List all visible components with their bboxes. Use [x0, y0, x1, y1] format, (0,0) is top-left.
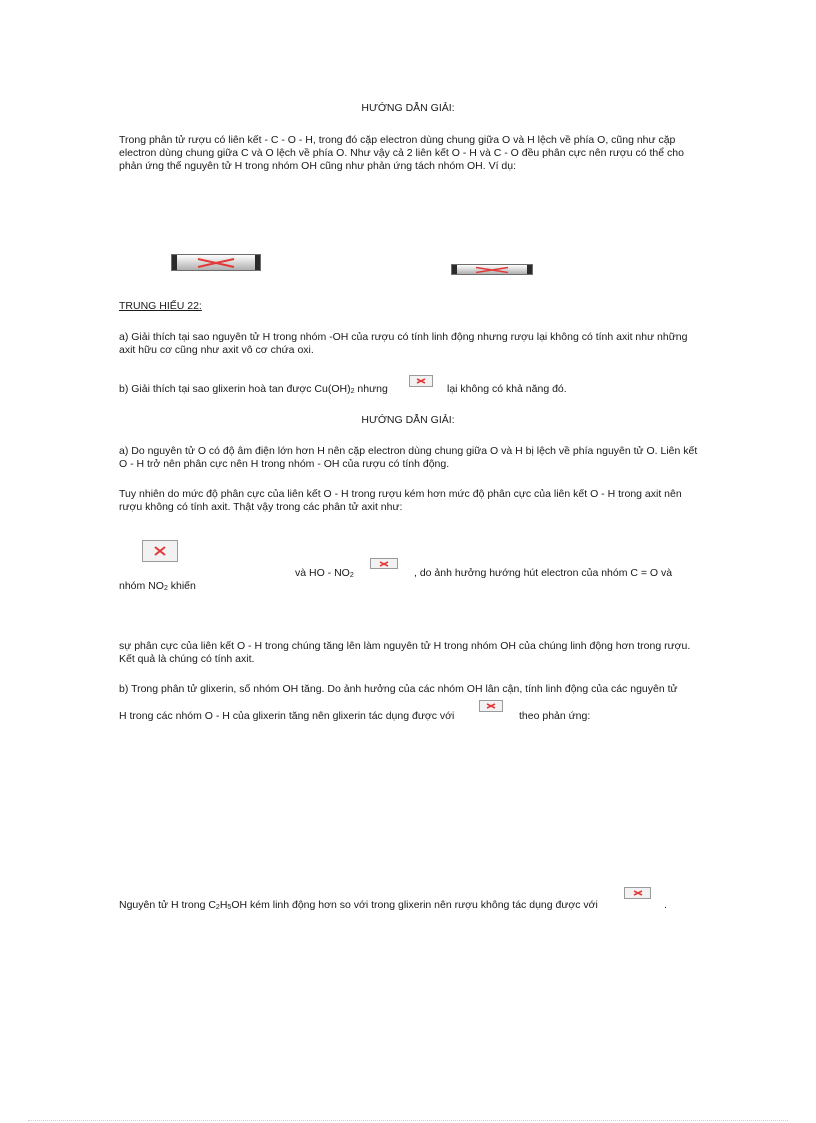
acid-and-hno2: và HO - $NO_2$ — [295, 567, 354, 579]
section-title: TRUNG HIẾU 22: — [119, 300, 202, 312]
final-period: . — [664, 899, 667, 911]
acid-line2: nhóm $NO_2$ khiến — [119, 580, 196, 592]
answer-a3: sự phân cực của liên kết O - H trong chúng tăng lên làm nguyên tử H trong nhóm OH của chúng linh động hơn trong rượu. Kết quả là chúng có tính axit. — [119, 640, 691, 665]
answer-b1: b) Trong phân tử glixerin, số nhóm OH tăng. Do ảnh hưởng của các nhóm OH lân cận, tính linh động của các nguyên tử — [119, 683, 678, 695]
question-a: a) Giải thích tại sao nguyên tử H trong nhóm -OH của rượu có tính linh động nhưng rượu lại không có tính axit như những axit hữu cơ cũng như axit vô cơ chứa oxi. — [119, 331, 688, 356]
broken-image-icon — [486, 703, 496, 709]
question-b-after: lại không có khả năng đó. — [447, 383, 567, 395]
answer-a1: a) Do nguyên tử O có độ âm điện lớn hơn H nên cặp electron dùng chung giữa O và H bị lệch về phía nguyên tử O. Liên kết O - H trở nên phân cực nên H trong nhóm - OH của rượu có tính động. — [119, 445, 698, 470]
heading-huong-dan-giai-1: HƯỚNG DẪN GIẢI: — [361, 102, 455, 114]
final-line: Nguyên tử H trong $C_2H_5OH$ kém linh động hơn so với trong glixerin nên rượu không tác dụng được với — [119, 899, 598, 911]
broken-image-icon — [633, 890, 643, 896]
answer-b2-tail: theo phản ứng: — [519, 710, 591, 722]
acid-tail: , do ảnh hưởng hướng hút electron của nhóm C = O và — [414, 567, 673, 579]
answer-b2: H trong các nhóm O - H của glixerin tăng nên glixerin tác dụng được với — [119, 710, 455, 722]
broken-image-bar-2 — [451, 264, 533, 275]
broken-image-icon — [474, 266, 510, 273]
broken-image-inline-3 — [479, 700, 503, 712]
page-bottom-divider — [28, 1120, 788, 1121]
broken-image-icon — [196, 258, 236, 268]
intro-paragraph: Trong phân tử rượu có liên kết - C - O - H, trong đó cặp electron dùng chung giữa O và H lệch về phía O, cũng như cặp electron dùng chung giữa C và O lệch về phía O. Như vậy cả 2 liên kết O - H và C - O đều phân cực nên rượu có thể cho phản ứng thế nguyên tử H trong nhóm OH cũng như phản ứng tách nhóm OH. Ví dụ: — [119, 134, 684, 172]
answer-a2: Tuy nhiên do mức độ phân cực của liên kết O - H trong rượu kém hơn mức độ phân cực của liên kết O - H trong axit nên rượu không có tính axit. Thật vậy trong các phân tử axit như: — [119, 488, 682, 513]
broken-image-bar-1 — [171, 254, 261, 271]
broken-image-inline-2 — [370, 558, 398, 569]
broken-image-icon — [379, 561, 389, 567]
broken-image-inline-4 — [624, 887, 651, 899]
broken-image-icon — [153, 546, 167, 556]
broken-image-acid — [142, 540, 178, 562]
heading-huong-dan-giai-2: HƯỚNG DẪN GIẢI: — [361, 414, 455, 426]
question-b: b) Giải thích tại sao glixerin hoà tan được $Cu(OH)_2$ nhưng — [119, 383, 388, 395]
broken-image-inline-1 — [409, 375, 433, 387]
broken-image-icon — [416, 378, 426, 384]
